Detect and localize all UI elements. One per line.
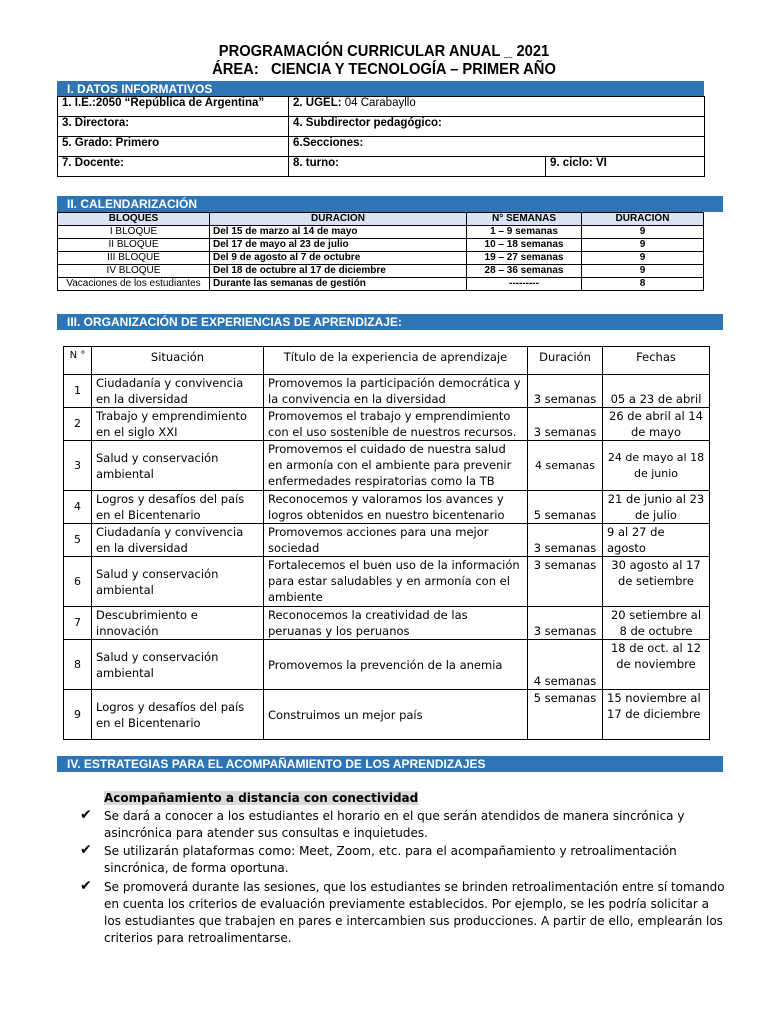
exp-duracion: 4 semanas (528, 640, 603, 690)
cal-row (58, 239, 704, 252)
cal-duracion: Del 15 de marzo al 14 de mayo (210, 226, 467, 239)
exp-situacion: Salud y conservación ambiental (92, 640, 264, 690)
exp-header: N ° (64, 347, 92, 375)
exp-fechas: 20 setiembre al 8 de octubre (603, 607, 710, 640)
cal-header: BLOQUES (58, 213, 210, 226)
exp-duracion: 3 semanas (528, 607, 603, 640)
exp-header: Título de la experiencia de aprendizaje (264, 347, 528, 375)
subdirector-label: 4. Subdirector pedagógico: (293, 117, 442, 129)
estrategia-item: Se dará a conocer a los estudiantes el horario en el que serán atendidos de manera sincrónica y asincrónica para atender sus consultas e inquietudes. (104, 809, 685, 840)
exp-duracion: 5 semanas (528, 491, 603, 524)
page-title: PROGRAMACIÓN CURRICULAR ANUAL _ 2021 (218, 43, 550, 60)
cal-bloque: II BLOQUE (58, 239, 210, 252)
area-label: ÁREA: (212, 61, 259, 78)
area-value: CIENCIA Y TECNOLOGÍA – PRIMER AÑO (270, 61, 556, 78)
exp-titulo: Promovemos la participación democrática y la convivencia en la diversidad (264, 375, 528, 408)
exp-row (64, 690, 710, 740)
cal-bloque: III BLOQUE (58, 252, 210, 265)
experiencias-table (63, 346, 710, 740)
exp-situacion: Salud y conservación ambiental (92, 441, 264, 491)
cal-row (58, 265, 704, 278)
secciones-cell (289, 137, 705, 157)
exp-situacion: Salud y conservación ambiental (92, 557, 264, 607)
cal-total: 9 (582, 226, 704, 239)
cal-bloque: I BLOQUE (58, 226, 210, 239)
turno-label: 8. turno: (293, 157, 339, 169)
cal-semanas: --------- (467, 278, 582, 291)
exp-n: 4 (64, 491, 92, 524)
exp-titulo: Promovemos acciones para una mejor sociedad (264, 524, 528, 557)
exp-duracion: 3 semanas (528, 557, 603, 607)
calendarizacion-heading: II. CALENDARIZACIÓN (57, 196, 723, 212)
cal-bloque: Vacaciones de los estudiantes (58, 278, 210, 291)
exp-titulo: Fortalecemos el buen uso de la información para estar saludables y en armonía con el ambiente (264, 557, 528, 607)
ciclo-label: 9. ciclo: VI (550, 157, 607, 169)
cal-semanas: 1 – 9 semanas (467, 226, 582, 239)
exp-n: 6 (64, 557, 92, 607)
ugel-label: 2. UGEL: (293, 97, 342, 109)
exp-fechas: 15 noviembre al 17 de diciembre (603, 690, 710, 740)
exp-row (64, 557, 710, 607)
exp-situacion: Ciudadanía y convivencia en la diversidad (92, 524, 264, 557)
cal-row (58, 252, 704, 265)
exp-titulo: Promovemos el trabajo y emprendimiento con el uso sostenible de nuestros recursos. (264, 408, 528, 441)
exp-n: 2 (64, 408, 92, 441)
cal-header: N° SEMANAS (467, 213, 582, 226)
turno-cell (289, 157, 546, 177)
cal-duracion: Del 18 de octubre al 17 de diciembre (210, 265, 467, 278)
subdirector-cell (289, 117, 705, 137)
cal-duracion: Del 9 de agosto al 7 de octubre (210, 252, 467, 265)
cal-total: 9 (582, 265, 704, 278)
cal-total: 8 (582, 278, 704, 291)
exp-row (64, 375, 710, 408)
exp-row (64, 441, 710, 491)
exp-titulo: Construimos un mejor país (264, 690, 528, 740)
estrategias-heading: IV. ESTRATEGIAS PARA EL ACOMPAÑAMIENTO DE LOS APRENDIZAJES (57, 756, 723, 772)
exp-n: 5 (64, 524, 92, 557)
exp-fechas: 30 agosto al 17 de setiembre (603, 557, 710, 607)
cal-header: DURACIÓN (582, 213, 704, 226)
grado-label: 5. Grado: Primero (62, 137, 160, 149)
cal-row (58, 226, 704, 239)
exp-duracion: 3 semanas (528, 375, 603, 408)
exp-row (64, 524, 710, 557)
cal-row (58, 278, 704, 291)
area-line (31, 61, 738, 79)
estrategias-subheading: Acompañamiento a distancia con conectividad (104, 791, 419, 805)
exp-titulo: Promovemos el cuidado de nuestra salud en armonía con el ambiente para prevenir enfermedades respiratorias como la TB (264, 441, 528, 491)
exp-situacion: Trabajo y emprendimiento en el siglo XXI (92, 408, 264, 441)
exp-duracion: 4 semanas (528, 441, 603, 491)
exp-header: Situación (92, 347, 264, 375)
exp-n: 8 (64, 640, 92, 690)
grado-cell (58, 137, 289, 157)
check-icon: ✔ (80, 842, 92, 858)
cal-header: DURACION (210, 213, 467, 226)
docente-cell (58, 157, 289, 177)
ciclo-cell (546, 157, 705, 177)
exp-row (64, 408, 710, 441)
exp-fechas: 9 al 27 de agosto (603, 524, 710, 557)
exp-row (64, 491, 710, 524)
exp-situacion: Logros y desafíos del país en el Bicentenario (92, 690, 264, 740)
cal-duracion: Del 17 de mayo al 23 de julio (210, 239, 467, 252)
estrategias-subheading-wrap (104, 790, 728, 807)
exp-header: Fechas (603, 347, 710, 375)
experiencias-heading: III. ORGANIZACIÓN DE EXPERIENCIAS DE APRENDIZAJE: (57, 314, 723, 330)
check-icon: ✔ (80, 878, 92, 894)
cal-semanas: 28 – 36 semanas (467, 265, 582, 278)
exp-situacion: Logros y desafíos del país en el Bicentenario (92, 491, 264, 524)
cal-semanas: 10 – 18 semanas (467, 239, 582, 252)
cal-total: 9 (582, 239, 704, 252)
datos-table (57, 96, 705, 177)
exp-n: 9 (64, 690, 92, 740)
exp-titulo: Promovemos la prevención de la anemia (264, 640, 528, 690)
calendarizacion-table (57, 212, 704, 291)
exp-fechas: 26 de abril al 14 de mayo (603, 408, 710, 441)
secciones-label: 6.Secciones: (293, 137, 364, 149)
ugel-value: 04 Carabayllo (341, 97, 416, 109)
exp-row (64, 640, 710, 690)
exp-situacion: Ciudadanía y convivencia en la diversidad (92, 375, 264, 408)
exp-situacion: Descubrimiento e innovación (92, 607, 264, 640)
ugel-cell (289, 97, 705, 117)
exp-duracion: 3 semanas (528, 524, 603, 557)
exp-duracion: 5 semanas (528, 690, 603, 740)
cal-bloque: IV BLOQUE (58, 265, 210, 278)
exp-n: 3 (64, 441, 92, 491)
exp-header: Duración (528, 347, 603, 375)
exp-fechas: 18 de oct. al 12 de noviembre (603, 640, 710, 690)
cal-duracion: Durante las semanas de gestión (210, 278, 467, 291)
ie-label: 1. I.E. (62, 97, 93, 109)
ie-value: :2050 “República de Argentina” (92, 97, 265, 109)
estrategia-item: Se utilizarán plataformas como: Meet, Zoom, etc. para el acompañamiento y retroalimentación sincrónica, de forma oportuna. (104, 844, 677, 875)
exp-n: 1 (64, 375, 92, 408)
docente-label: 7. Docente: (62, 157, 124, 169)
check-icon: ✔ (80, 807, 92, 823)
datos-heading: I. DATOS INFORMATIVOS (57, 81, 704, 97)
exp-titulo: Reconocemos y valoramos los avances y logros obtenidos en nuestro bicentenario (264, 491, 528, 524)
exp-fechas: 24 de mayo al 18 de junio (603, 441, 710, 491)
exp-duracion: 3 semanas (528, 408, 603, 441)
cal-total: 9 (582, 252, 704, 265)
ie-cell (58, 97, 289, 117)
directora-label: 3. Directora: (62, 117, 130, 129)
estrategia-item: Se promoverá durante las sesiones, que los estudiantes se brinden retroalimentación entre sí tomando en cuenta los criterios de evaluación previamente establecidos. Por ejemplo, se les podría solicitar a los estudiantes que trabajen en pares e intercambien sus producciones. A partir de ello, emplearán los criterios para retroalimentarse. (104, 880, 725, 945)
exp-row (64, 607, 710, 640)
exp-n: 7 (64, 607, 92, 640)
exp-fechas: 05 a 23 de abril (603, 375, 710, 408)
cal-semanas: 19 – 27 semanas (467, 252, 582, 265)
directora-cell (58, 117, 289, 137)
exp-fechas: 21 de junio al 23 de julio (603, 491, 710, 524)
exp-titulo: Reconocemos la creatividad de las peruanas y los peruanos (264, 607, 528, 640)
